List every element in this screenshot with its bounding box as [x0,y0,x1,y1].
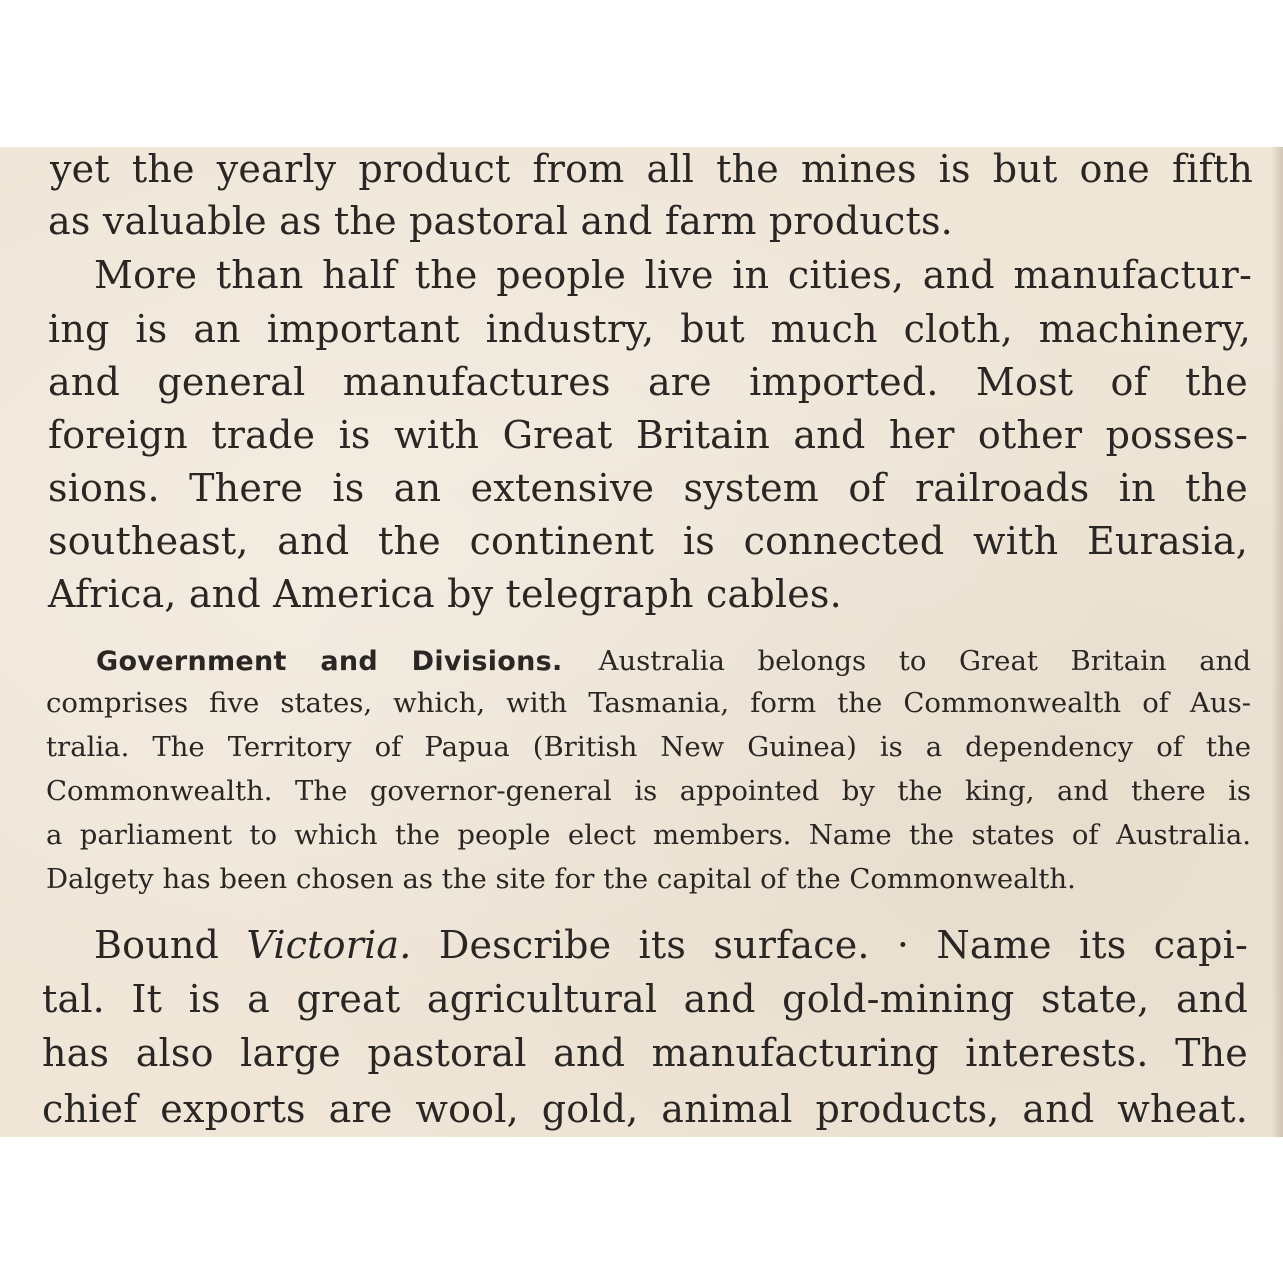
text-line: Africa, and America by telegraph cables. [48,572,842,616]
italic-term: Victoria. [246,923,412,967]
text-line: comprises five states, which, with Tasmania, form the Commonwealth of Aus- [46,687,1251,719]
paper-edge-shadow [1271,147,1283,1137]
text-line: ing is an important industry, but much cloth, machinery, [48,307,1251,351]
text-fragment: Bound [94,923,220,967]
text-line: chief exports are wool, gold, animal products, and wheat. [42,1087,1248,1131]
text-line: southeast, and the continent is connected with Eurasia, [48,519,1248,563]
text-line: tal. It is a great agricultural and gold-mining state, and [42,977,1248,1021]
text-fragment: Australia belongs to Great Britain and [598,645,1252,677]
text-line: a parliament to which the people elect members. Name the states of Australia. [46,819,1251,851]
text-line: foreign trade is with Great Britain and her other posses- [48,413,1248,457]
section-heading: Government and Divisions. [96,646,563,677]
text-line: and general manufactures are imported. Most of the [48,360,1248,404]
text-line: sions. There is an extensive system of railroads in the [48,466,1248,510]
page-clipping [0,147,1283,1137]
text-line: More than half the people live in cities, and manufactur- [94,253,1252,297]
text-line: Dalgety has been chosen as the site for the capital of the Commonwealth. [46,863,1076,895]
text-line [94,923,1248,967]
text-fragment: Describe its surface. · Name its capi- [438,923,1248,967]
text-line: has also large pastoral and manufacturing interests. The [42,1031,1248,1075]
text-line: yet the yearly product from all the mines is but one fifth [50,147,1253,191]
text-line: Commonwealth. The governor-general is appointed by the king, and there is [46,775,1251,807]
text-line [96,645,1251,677]
text-line: tralia. The Territory of Papua (British New Guinea) is a dependency of the [46,731,1251,763]
text-line: as valuable as the pastoral and farm products. [48,199,953,243]
